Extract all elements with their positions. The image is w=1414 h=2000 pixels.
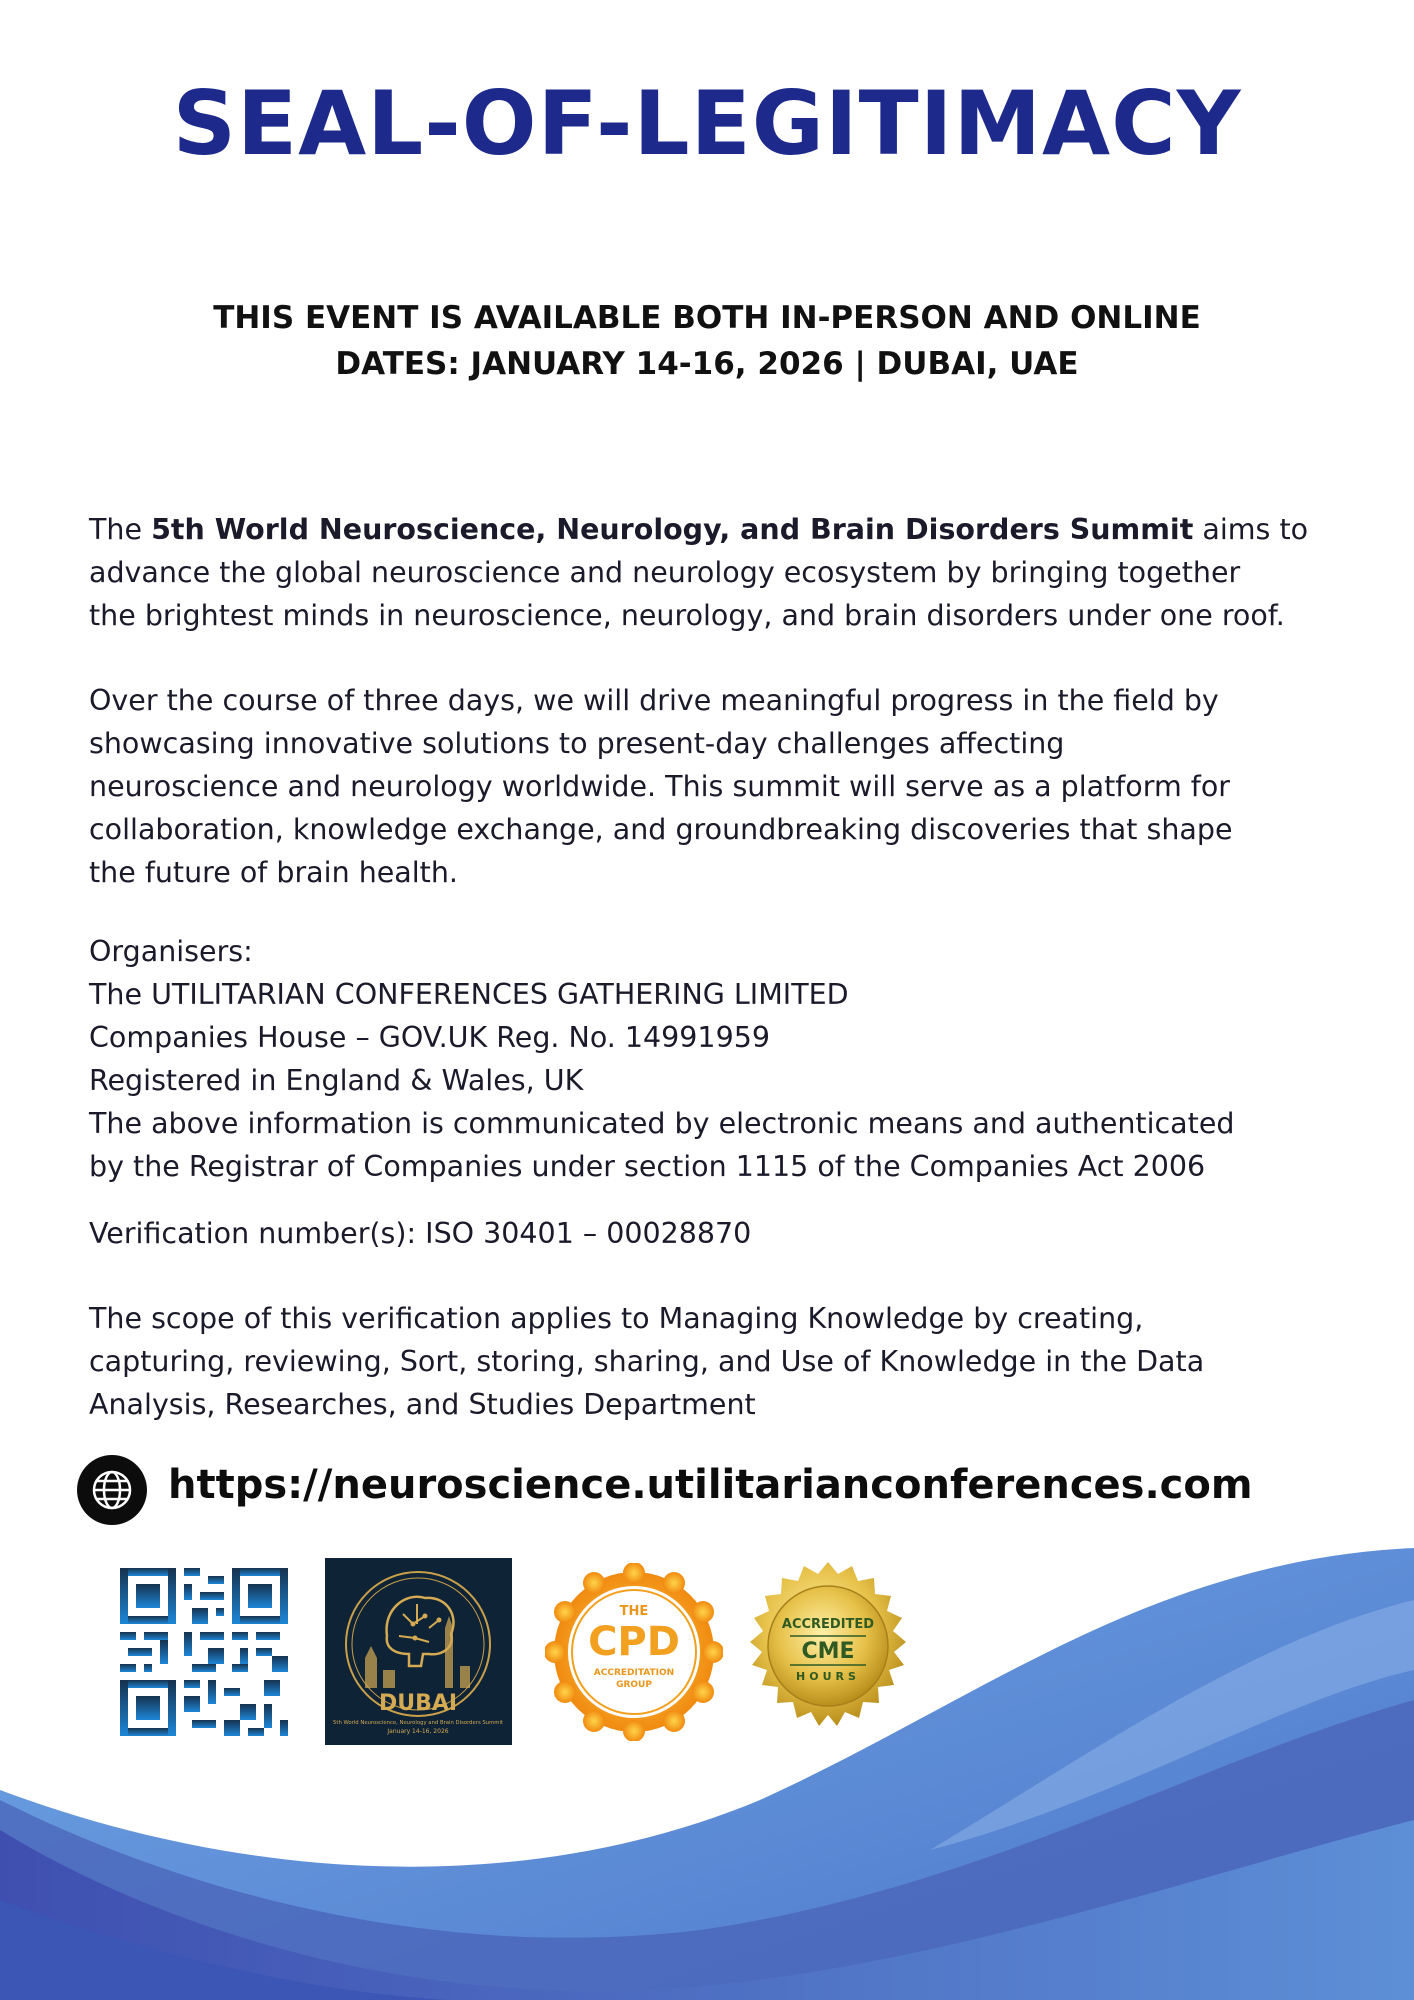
event-format: THIS EVENT IS AVAILABLE BOTH IN-PERSON AND ONLINE <box>213 300 1201 336</box>
qr-code[interactable] <box>120 1568 288 1736</box>
summit-name: 5th World Neuroscience, Neurology, and Brain Disorders Summit <box>151 513 1194 546</box>
cpd-top: THE <box>619 1604 649 1619</box>
purpose-line: neuroscience and neurology worldwide. This summit will serve as a platform for <box>89 770 1230 803</box>
scope-line: The scope of this verification applies to Managing Knowledge by creating, <box>89 1302 1144 1335</box>
scope-paragraph <box>89 1297 1339 1426</box>
cpd-main: CPD <box>588 1619 680 1665</box>
organiser-name: The UTILITARIAN CONFERENCES GATHERING LIMITED <box>89 978 849 1011</box>
intro-line-3: the brightest minds in neuroscience, neurology, and brain disorders under one roof. <box>89 599 1285 632</box>
summit-logo <box>325 1558 512 1745</box>
scope-line: Analysis, Researches, and Studies Department <box>89 1388 756 1421</box>
cpd-line1: ACCREDITATION <box>593 1668 675 1678</box>
cme-bottom: HOURS <box>796 1670 860 1683</box>
purpose-line: the future of brain health. <box>89 856 458 889</box>
cme-accreditation-badge <box>738 1560 918 1740</box>
cpd-accreditation-badge <box>545 1563 723 1741</box>
intro-line-2: advance the global neuroscience and neurology ecosystem by bringing together <box>89 556 1241 589</box>
website-link[interactable]: https://neuroscience.utilitarianconferences.com <box>168 1462 1253 1508</box>
intro-line-1 <box>89 508 1339 551</box>
summit-logo-city: DUBAI <box>378 1691 458 1716</box>
authentication-note: The above information is communicated by electronic means and authenticated <box>89 1107 1235 1140</box>
authentication-note: by the Registrar of Companies under section 1115 of the Companies Act 2006 <box>89 1150 1206 1183</box>
purpose-line: showcasing innovative solutions to present-day challenges affecting <box>89 727 1065 760</box>
globe-icon <box>77 1455 147 1525</box>
event-dates: DATES: JANUARY 14-16, 2026 | DUBAI, UAE <box>335 346 1079 382</box>
intro-paragraph <box>89 508 1339 637</box>
cme-top: ACCREDITED <box>781 1617 875 1632</box>
organisers-heading: Organisers: <box>89 935 253 968</box>
verification-number: Verification number(s): ISO 30401 – 00028870 <box>89 1217 752 1250</box>
scope-line: capturing, reviewing, Sort, storing, sharing, and Use of Knowledge in the Data <box>89 1345 1205 1378</box>
cme-main: CME <box>801 1639 855 1664</box>
purpose-paragraph <box>89 679 1339 894</box>
organisers-block <box>89 930 1339 1188</box>
registration-number: Companies House – GOV.UK Reg. No. 14991959 <box>89 1021 770 1054</box>
summit-logo-dates: January 14-16, 2026 <box>387 1728 449 1735</box>
summit-logo-caption: 5th World Neuroscience, Neurology and Brain Disorders Summit <box>333 1720 503 1726</box>
intro-prefix: The <box>89 513 152 546</box>
page-title: SEAL-OF-LEGITIMACY <box>172 72 1242 175</box>
purpose-line: collaboration, knowledge exchange, and groundbreaking discoveries that shape <box>89 813 1233 846</box>
cpd-line2: GROUP <box>616 1680 652 1690</box>
registration-place: Registered in England & Wales, UK <box>89 1064 584 1097</box>
intro-rest: aims to <box>1193 513 1309 546</box>
purpose-line: Over the course of three days, we will drive meaningful progress in the field by <box>89 684 1219 717</box>
